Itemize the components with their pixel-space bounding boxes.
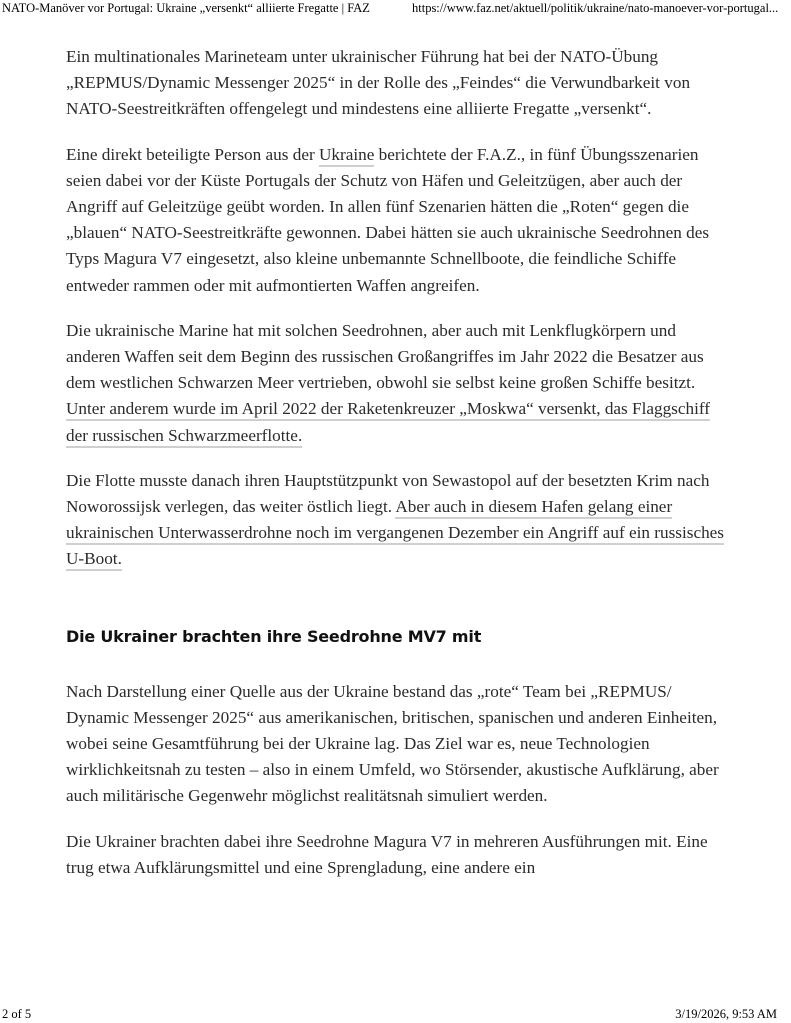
print-datetime: 3/19/2026, 9:53 AM <box>675 1007 777 1021</box>
page-url: https://www.faz.net/aktuell/politik/ukraine/nato-manoever-vor-portugal... <box>412 1 779 15</box>
paragraph-3 <box>66 318 726 449</box>
page-number: 2 of 5 <box>2 1007 32 1021</box>
paragraph-text: Eine direkt beteiligte Person aus der <box>66 144 319 164</box>
print-header <box>0 0 791 18</box>
section-heading: Die Ukrainer brachten ihre Seedrohne MV7 mit <box>66 626 482 646</box>
paragraph-text: berichtete der F.A.Z., in fünf Übungsszenarien seien dabei vor der Küste Portugals der Schutz von Häfen und Geleitzügen, aber auch der Angriff auf Geleitzüge geübt worden. In allen fünf Szenarien hätten die „Roten“ gegen die „blauen“ NATO-Seestreitkräfte gewonnen. Dabei hätten sie auch ukrainische Seedrohnen des Typs Magura V7 eingesetzt, also kleine unbemannte Schnellboote, die feindliche Schiffe entweder rammen oder mit aufmontierten Waffen angreifen. <box>66 144 710 295</box>
paragraph-text: Die Flotte musste danach ihren Hauptstützpunkt von Sewastopol auf der besetzten Krim nach Noworossijsk verlegen, das weiter östlich liegt. <box>66 470 710 517</box>
paragraph-4 <box>66 468 726 573</box>
paragraph-2 <box>66 142 726 299</box>
article-body <box>66 44 726 900</box>
page-title: NATO-Manöver vor Portugal: Ukraine „versenkt“ alliierte Fregatte | FAZ <box>2 1 370 15</box>
link-ukraine[interactable]: Ukraine <box>319 145 374 167</box>
paragraph-intro: Ein multinationales Marineteam unter ukrainischer Führung hat bei der NATO-Übung „REPMUS/Dynamic Messenger 2025“ in der Rolle des „Feindes“ die Verwundbarkeit von NATO-Seestreitkräften offengelegt und mindestens eine alliierte Fregatte „versenkt“. <box>66 47 691 119</box>
link-u-boot-article[interactable]: Aber auch in diesem Hafen gelang einer ukrainischen Unterwasserdrohne noch im vergangenen Dezember ein Angriff auf ein russisches U-Boot. <box>66 497 724 571</box>
link-moskwa-article[interactable]: Unter anderem wurde im April 2022 der Raketenkreuzer „Moskwa“ versenkt, das Flaggschiff der russischen Schwarzmeerflotte. <box>66 399 710 447</box>
paragraph-6: Die Ukrainer brachten dabei ihre Seedrohne Magura V7 in mehreren Ausführungen mit. Eine trug etwa Aufklärungsmittel und eine Sprengladung, eine andere ein <box>66 831 708 877</box>
paragraph-text: Die ukrainische Marine hat mit solchen Seedrohnen, aber auch mit Lenkflugkörpern und anderen Waffen seit dem Beginn des russischen Großangriffes im Jahr 2022 die Besatzer aus dem westlichen Schwarzen Meer vertrieben, obwohl sie selbst keine großen Schiffe besitzt. <box>66 320 704 393</box>
print-footer <box>0 1005 791 1023</box>
paragraph-5: Nach Darstellung einer Quelle aus der Ukraine bestand das „rote“ Team bei „REPMUS/ Dynamic Messenger 2025“ aus amerikanischen, britischen, spanischen und anderen Einheiten, wobei seine Gesamtführung bei der Ukraine lag. Das Ziel war es, neue Technologien wirklichkeitsnah zu testen – also in einem Umfeld, wo Störsender, akustische Aufklärung, aber auch militärische Gegenwehr möglichst realitätsnah simuliert werden. <box>66 681 719 806</box>
